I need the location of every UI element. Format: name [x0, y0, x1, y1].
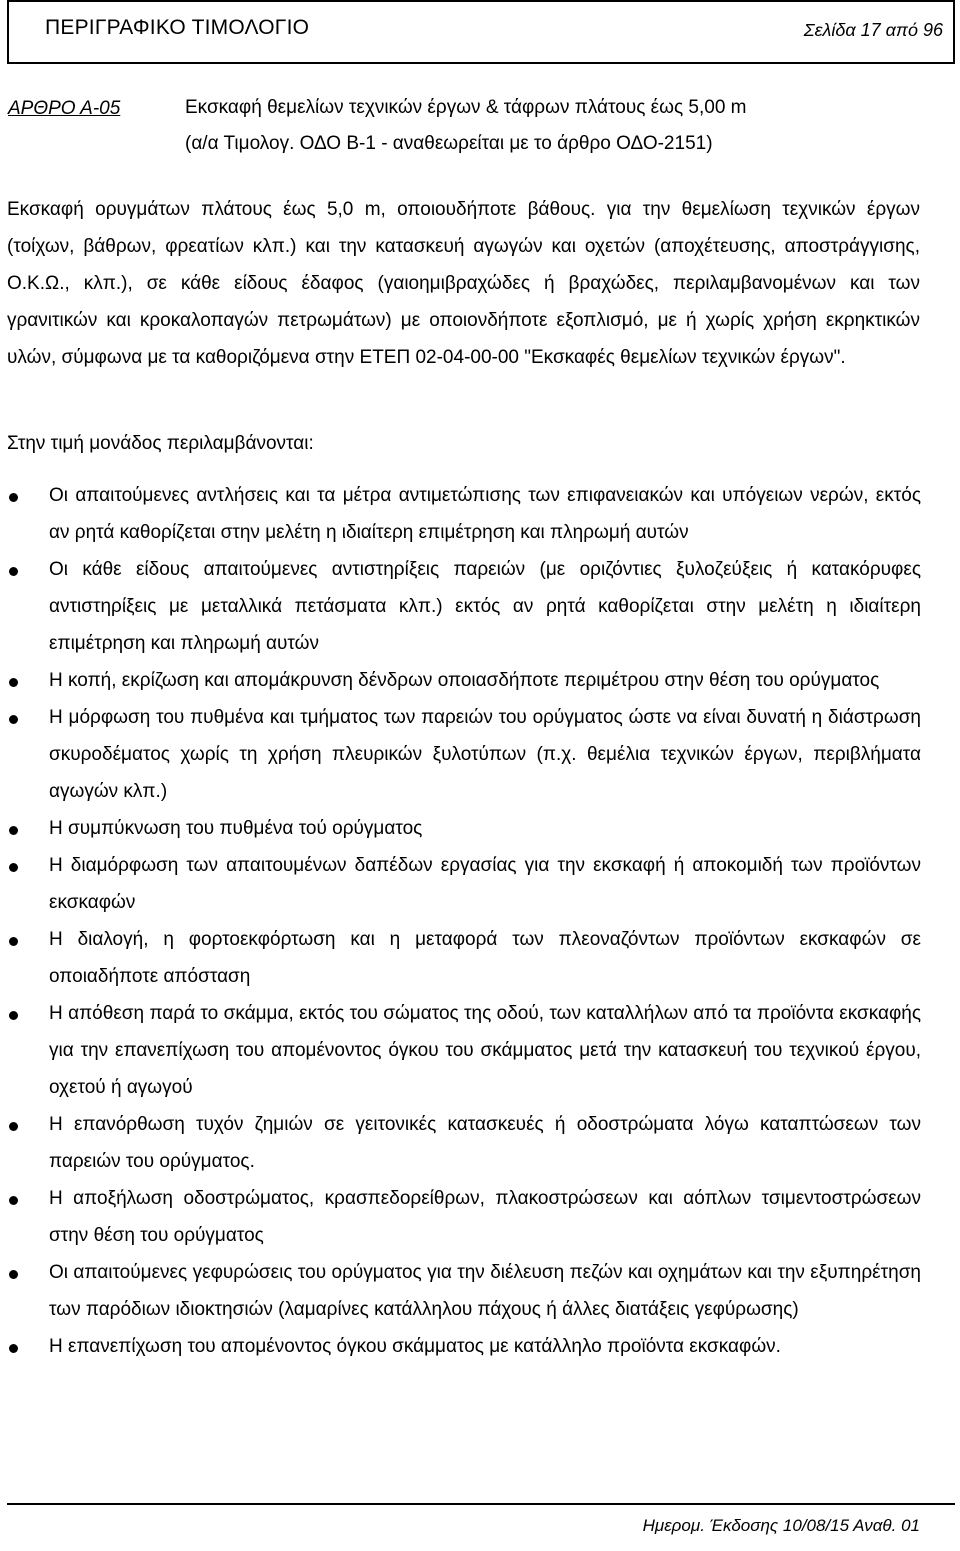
- page-number: Σελίδα 17 από 96: [803, 20, 943, 40]
- bullet-icon: [9, 567, 18, 576]
- bullet-icon: [9, 678, 18, 687]
- list-item: Η κοπή, εκρίζωση και απομάκρυνση δένδρων οποιασδήποτε περιμέτρου στην θέση του ορύγματος: [0, 662, 921, 699]
- document-title: ΠΕΡΙΓΡΑΦΙΚΟ ΤΙΜΟΛΟΓΙΟ: [45, 16, 310, 39]
- article-title-line-1: Εκσκαφή θεμελίων τεχνικών έργων & τάφρων πλάτους έως 5,00 m: [185, 97, 747, 118]
- bullet-icon: [9, 1122, 18, 1131]
- bullet-icon: [9, 863, 18, 872]
- list-item: Η αποξήλωση οδοστρώματος, κρασπεδορείθρων, πλακοστρώσεων και αόπλων τσιμεντοστρώσεων στην θέση του ορύγματος: [0, 1180, 921, 1254]
- article-title-line-2: (α/α Τιμολογ. ΟΔΟ Β-1 - αναθεωρείται με το άρθρο ΟΔΟ-2151): [185, 133, 713, 154]
- bullet-icon: [9, 493, 18, 502]
- header-box: [7, 0, 955, 64]
- includes-list: [0, 477, 960, 1365]
- bullet-icon: [9, 1011, 18, 1020]
- list-item: Η επανόρθωση τυχόν ζημιών σε γειτονικές κατασκευές ή οδοστρώματα λόγω καταπτώσεων των παρειών του ορύγματος.: [0, 1106, 921, 1180]
- list-item: Οι κάθε είδους απαιτούμενες αντιστηρίξεις παρειών (με οριζόντιες ξυλοζεύξεις ή κατακόρυφες αντιστηρίξεις με μεταλλικά πετάσματα κλπ.) εκτός αν ρητά καθορίζεται στην μελέτη η ιδιαίτερη επιμέτρηση και πληρωμή αυτών: [0, 551, 921, 662]
- list-item: Η διαλογή, η φορτοεκφόρτωση και η μεταφορά των πλεοναζόντων προϊόντων εκσκαφών σε οποιαδήποτε απόσταση: [0, 921, 921, 995]
- bullet-icon: [9, 1344, 18, 1353]
- bullet-icon: [9, 715, 18, 724]
- includes-label: Στην τιμή μονάδος περιλαμβάνονται:: [7, 433, 314, 454]
- article-title: [185, 90, 865, 162]
- list-item: Η διαμόρφωση των απαιτουμένων δαπέδων εργασίας για την εκσκαφή ή αποκομιδή των προϊόντων εκσκαφών: [0, 847, 921, 921]
- footer-divider: [7, 1503, 955, 1505]
- list-item: Η συμπύκνωση του πυθμένα τού ορύγματος: [0, 810, 921, 847]
- footer-issue-date: Ημερομ. Έκδοσης 10/08/15 Αναθ. 01: [642, 1516, 920, 1535]
- intro-paragraph: Εκσκαφή ορυγμάτων πλάτους έως 5,0 m, οποιουδήποτε βάθους. για την θεμελίωση τεχνικών έργων (τοίχων, βάθρων, φρεατίων κλπ.) και την κατασκευή αγωγών και οχετών (αποχέτευσης, αποστράγγισης, Ο.Κ.Ω., κλπ.), σε κάθε είδους έδαφος (γαιοημιβραχώδες ή βραχώδες, περιλαμβανομένων και των γρανιτικών και κροκαλοπαγών πετρωμάτων) με οποιονδήποτε εξοπλισμό, με ή χωρίς χρήση εκρηκτικών υλών, σύμφωνα με τα καθοριζόμενα στην ΕΤΕΠ 02-04-00-00 "Εκσκαφές θεμελίων τεχνικών έργων".: [7, 199, 920, 368]
- list-item: Η απόθεση παρά το σκάμμα, εκτός του σώματος της οδού, των καταλλήλων από τα προϊόντα εκσκαφής για την επανεπίχωση του απομένοντος όγκου του σκάμματος μετά την κατασκευή του τεχνικού έργου, οχετού ή αγωγού: [0, 995, 921, 1106]
- article-code: ΑΡΘΡΟ Α-05: [8, 98, 121, 119]
- list-item: Οι απαιτούμενες γεφυρώσεις του ορύγματος για την διέλευση πεζών και οχημάτων και την εξυπηρέτηση των παρόδιων ιδιοκτησιών (λαμαρίνες κατάλληλου πάχους ή άλλες διατάξεις γεφύρωσης): [0, 1254, 921, 1328]
- list-item: Η μόρφωση του πυθμένα και τμήματος των παρειών του ορύγματος ώστε να είναι δυνατή η διάστρωση σκυροδέματος χωρίς τη χρήση πλευρικών ξυλοτύπων (π.χ. θεμέλια τεχνικών έργων, περιβλήματα αγωγών κλπ.): [0, 699, 921, 810]
- list-item: Οι απαιτούμενες αντλήσεις και τα μέτρα αντιμετώπισης των επιφανειακών και υπόγειων νερών, εκτός αν ρητά καθορίζεται στην μελέτη η ιδιαίτερη επιμέτρηση και πληρωμή αυτών: [0, 477, 921, 551]
- bullet-icon: [9, 1196, 18, 1205]
- bullet-icon: [9, 937, 18, 946]
- bullet-icon: [9, 826, 18, 835]
- list-item: Η επανεπίχωση του απομένοντος όγκου σκάμματος με κατάλληλο προϊόντα εκσκαφών.: [0, 1328, 921, 1365]
- bullet-icon: [9, 1270, 18, 1279]
